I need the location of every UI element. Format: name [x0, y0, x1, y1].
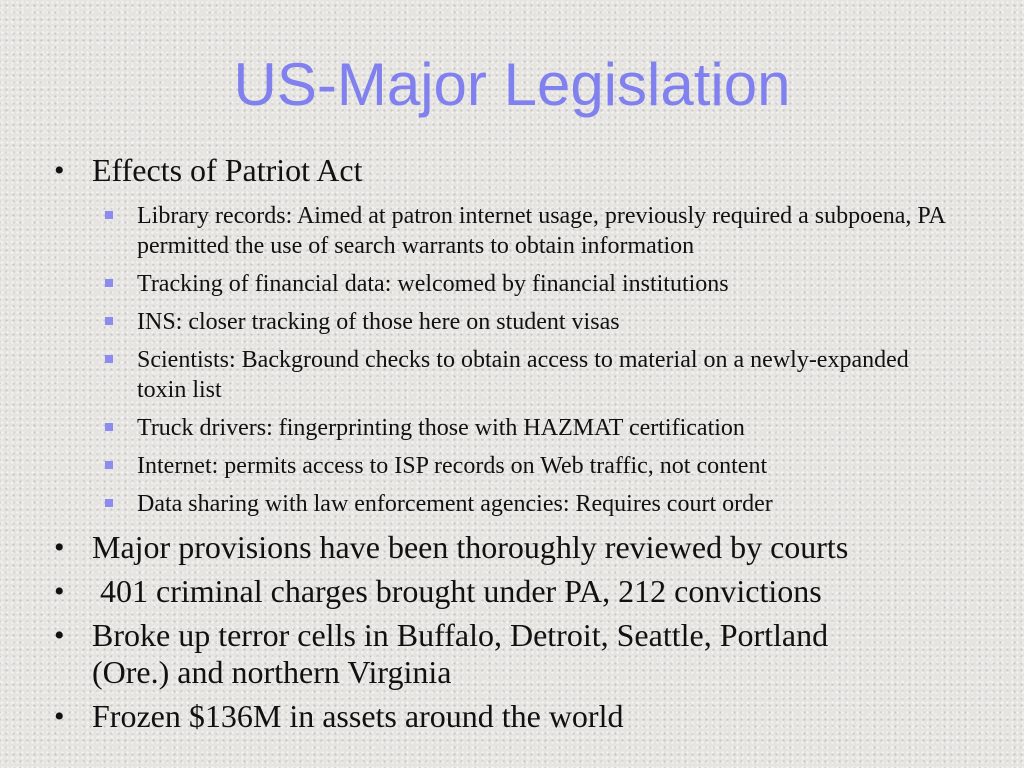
square-bullet-icon — [105, 461, 113, 469]
bullet-dot-icon: • — [54, 619, 65, 652]
sub-bullet-item — [0, 307, 1000, 337]
square-bullet-icon — [105, 211, 113, 219]
square-bullet-icon — [105, 317, 113, 325]
bullet-item — [0, 617, 1000, 691]
sub-bullet-text: Internet: permits access to ISP records on Web traffic, not content — [137, 453, 768, 479]
bullet-text: Frozen $136M in assets around the world — [92, 698, 624, 734]
slide-title: US-Major Legislation — [233, 51, 791, 118]
bullet-text: Broke up terror cells in Buffalo, Detroit, Seattle, Portland (Ore.) and northern Virginia — [92, 617, 829, 690]
bullet-dot-icon: • — [54, 531, 65, 564]
sub-bullet-item — [0, 451, 1000, 481]
square-bullet-icon — [105, 355, 113, 363]
square-bullet-icon — [105, 279, 113, 287]
sub-bullet-text: Library records: Aimed at patron internet usage, previously required a subpoena, PA permitted the use of search warrants to obtain information — [137, 203, 945, 259]
square-bullet-icon — [105, 499, 113, 507]
slide-content — [0, 150, 1000, 735]
bullet-dot-icon: • — [54, 700, 65, 733]
bullet-item — [0, 698, 1000, 735]
bullet-text: Effects of Patriot Act — [92, 152, 363, 188]
sub-bullet-text: Data sharing with law enforcement agencies: Requires court order — [137, 491, 773, 517]
bullet-item — [0, 152, 1000, 189]
sub-bullet-text: Tracking of financial data: welcomed by financial institutions — [137, 271, 729, 297]
sub-bullet-text: Scientists: Background checks to obtain access to material on a newly-expanded toxin list — [137, 347, 909, 403]
bullet-item — [0, 529, 1000, 566]
bullet-dot-icon: • — [54, 575, 65, 608]
square-bullet-icon — [105, 423, 113, 431]
sub-bullet-item — [0, 269, 1000, 299]
bullet-item — [0, 573, 1000, 610]
bullet-text: 401 criminal charges brought under PA, 212 convictions — [92, 573, 822, 609]
sub-bullet-text: INS: closer tracking of those here on student visas — [137, 309, 620, 335]
bullet-dot-icon: • — [54, 154, 65, 187]
sub-bullet-text: Truck drivers: fingerprinting those with HAZMAT certification — [137, 415, 745, 441]
sub-bullet-item — [0, 413, 1000, 443]
sub-bullet-item — [0, 201, 1000, 261]
sub-bullet-item — [0, 489, 1000, 519]
bullet-text: Major provisions have been thoroughly reviewed by courts — [92, 529, 849, 565]
sub-bullet-item — [0, 345, 1000, 405]
